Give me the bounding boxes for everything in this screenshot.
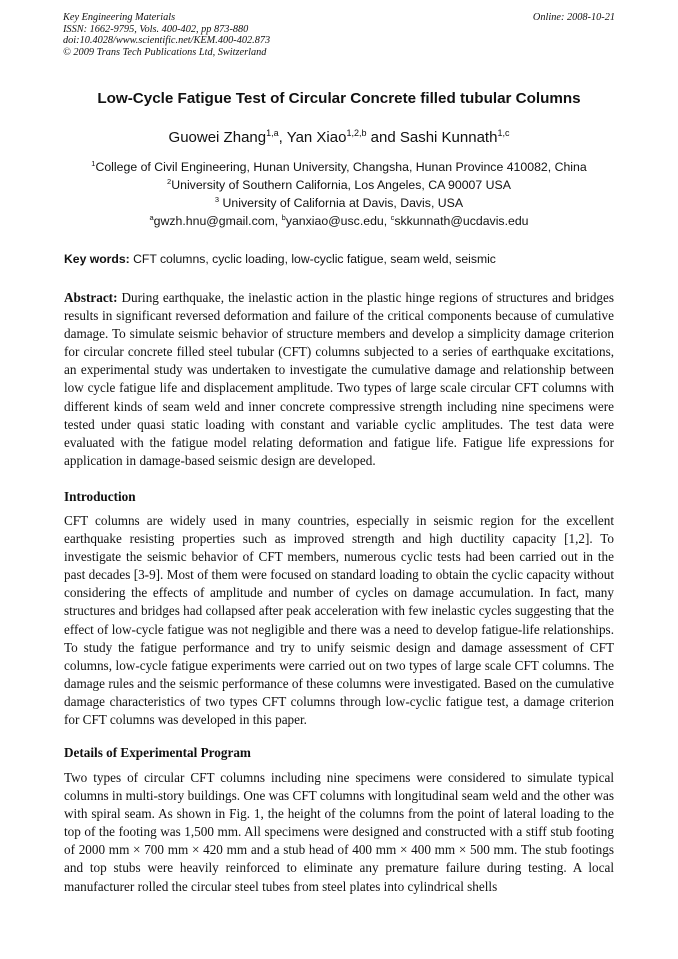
experimental-program-paragraph: Two types of circular CFT columns including nine specimens were considered to simulate typical columns in multi-story buildings. One was CFT columns with longitudinal seam weld and the other was with spiral seam. As shown in Fig. 1, the height of the columns from the point of lateral loading to the top of the footing was 1,500 mm. All specimens were designed and constructed with a stiff stub footing of 2000 mm × 700 mm × 420 mm and a stub head of 400 mm × 400 mm × 500 mm. The stub footings and top stubs were heavily reinforced to eliminate any premature failure during testing. A local manufacturer rolled the circular steel tubes from steel plates into cylindrical shells	[64, 770, 614, 894]
affiliation-sup: 2	[167, 177, 172, 186]
keywords	[64, 252, 496, 266]
email-sup: a	[149, 213, 154, 222]
section-heading-introduction: Introduction	[64, 489, 136, 504]
author-list	[0, 129, 678, 146]
author-emails	[0, 214, 678, 228]
copyright-line: © 2009 Trans Tech Publications Ltd, Switzerland	[63, 46, 267, 58]
keywords-label: Key words:	[64, 252, 130, 266]
author-name: Guowei Zhang	[168, 129, 267, 146]
author-sup: 1,a	[266, 128, 279, 138]
affiliation	[0, 196, 678, 210]
email-sup: b	[281, 213, 286, 222]
doi-line: doi:10.4028/www.scientific.net/KEM.400-402.873	[63, 35, 271, 47]
journal-header	[63, 12, 270, 58]
abstract	[64, 289, 614, 470]
email-link[interactable]: skkunnath@ucdavis.edu	[394, 214, 529, 228]
keywords-text: CFT columns, cyclic loading, low-cyclic fatigue, seam weld, seismic	[129, 252, 496, 266]
affiliation	[0, 178, 678, 192]
author-name: Sashi Kunnath	[399, 129, 498, 146]
introduction-paragraph: CFT columns are widely used in many countries, especially in seismic region for the excellent earthquake resisting properties such as improved strength and high ductility capacity [1,2]. To investigate the seismic behavior of CFT members, numerous cyclic tests had been carried out in the past decades [3-9]. Most of them were focused on standard loading to obtain the cyclic capacity without considering the effects of amplitude and number of cycles on damage accumulation. In fact, many structures and bridges had collapsed after peak acceleration with few inelastic cycles suggesting that the effect of low-cycle fatigue was not negligible and there was a need to develop fatigue-life relationships. To study the fatigue performance and try to unify seismic design and damage assessment of CFT columns, low-cycle fatigue experiments were carried out on two types of large scale CFT columns. The damage rules and the seismic performance of these columns were investigated. Based on the cumulative damage characteristics of two types CFT columns through low-cyclic fatigue test, a damage criterion for CFT columns was developed in this paper.	[64, 513, 614, 728]
author-sep: ,	[278, 129, 287, 146]
online-date: Online: 2008-10-21	[532, 12, 615, 23]
affiliation	[0, 160, 678, 174]
affiliation-text: University of Southern California, Los Angeles, CA 90007 USA	[171, 178, 511, 192]
affiliation-sup: 3	[214, 195, 220, 204]
author-name: Yan Xiao	[286, 129, 347, 146]
abstract-label: Abstract:	[64, 290, 118, 305]
author-sup: 1,2,b	[346, 128, 367, 138]
affiliation-text: College of Civil Engineering, Hunan University, Changsha, Hunan Province 410082, China	[95, 160, 587, 174]
email-link[interactable]: yanxiao@usc.edu,	[285, 214, 391, 228]
journal-name: Key Engineering Materials	[63, 12, 176, 23]
author-sup: 1,c	[497, 128, 510, 138]
issn-line: ISSN: 1662-9795, Vols. 400-402, pp 873-880	[63, 23, 249, 35]
email-sup: c	[390, 213, 395, 222]
affiliation-text: University of California at Davis, Davis, USA	[219, 196, 464, 210]
abstract-text: During earthquake, the inelastic action in the plastic hinge regions of structures and bridges results in significant reversed deformation and failure of the critical components because of cumulative damage. To simulate seismic behavior of structure members and develop a simplicity damage criterion for circular concrete filled steel tubular (CFT) columns subjected to a series of earthquake excitations, an experimental study was undertaken to investigate the cumulative damage and relationship between low cycle fatigue life and displacement amplitude. Two types of large scale circular CFT columns with different kinds of seam weld and inner concrete compressive strength including nine specimens were tested under quasi static loading with constant and variable cyclic amplitudes. The test data were evaluated with the fatigue model relating deformation and fatigue life. Fatigue life expressions for application in damage-based seismic design are developed.	[64, 290, 614, 468]
affiliation-sup: 1	[91, 159, 96, 168]
author-sep: and	[366, 129, 400, 146]
email-link[interactable]: gwzh.hnu@gmail.com,	[153, 214, 282, 228]
section-heading-experimental-program: Details of Experimental Program	[64, 745, 251, 760]
paper-title: Low-Cycle Fatigue Test of Circular Concrete filled tubular Columns	[97, 90, 581, 107]
